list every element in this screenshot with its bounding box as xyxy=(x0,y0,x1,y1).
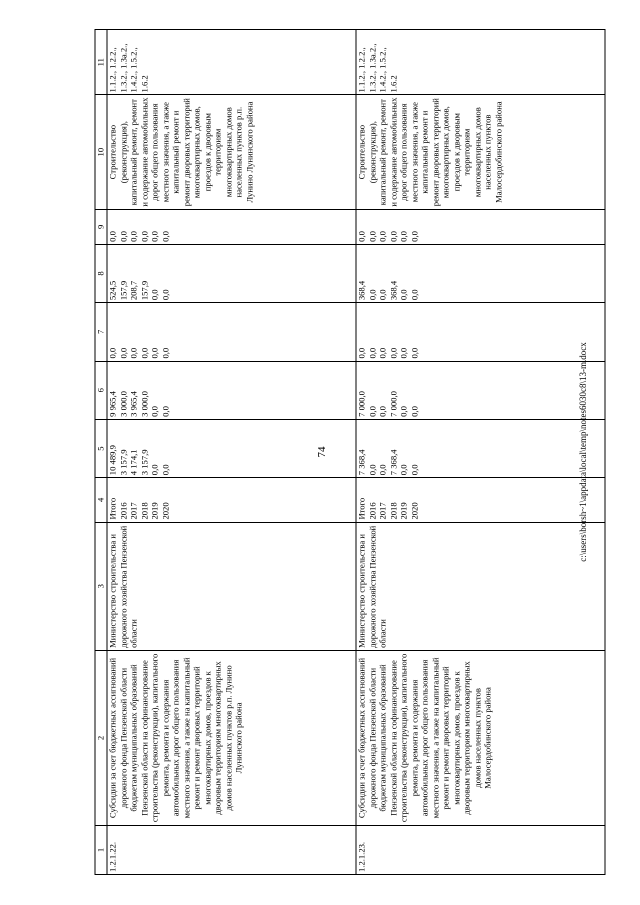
row-years xyxy=(356,478,605,522)
row-id: 1.2.1.23. xyxy=(356,825,605,874)
value-cell: 7 368,4 xyxy=(356,449,367,476)
value-cell: 0,0 xyxy=(149,347,160,359)
value-cell: 0,0 xyxy=(409,231,419,242)
value-cell: 0,0 xyxy=(367,464,377,476)
value-cell: 0,0 xyxy=(377,231,388,242)
year-cell: 2020 xyxy=(160,502,170,520)
row-id: 1.2.1.22. xyxy=(107,825,356,874)
value-cell: 7 368,4 xyxy=(388,449,398,476)
value-cell: 0,0 xyxy=(398,231,409,242)
row-col7 xyxy=(107,303,356,361)
year-cell: 2017 xyxy=(128,502,139,520)
value-cell: 7 000,0 xyxy=(388,391,398,417)
value-cell: 3 965,4 xyxy=(128,391,139,417)
col-header-3: 3 xyxy=(95,522,107,650)
col-header-7: 7 xyxy=(95,303,107,361)
value-cell: 0,0 xyxy=(149,289,160,301)
year-cell: Итого xyxy=(356,497,367,520)
year-cell: 2018 xyxy=(139,502,149,520)
value-cell: 0,0 xyxy=(367,347,377,359)
year-cell: 2018 xyxy=(388,502,398,520)
value-cell: 0,0 xyxy=(409,347,419,359)
value-cell: 0,0 xyxy=(377,289,388,301)
year-cell: 2016 xyxy=(367,502,377,520)
value-cell: 0,0 xyxy=(160,289,170,301)
value-cell: 7 000,0 xyxy=(356,391,367,417)
value-cell: 0,0 xyxy=(409,289,419,301)
row-col8 xyxy=(107,244,356,302)
value-cell: 0,0 xyxy=(149,231,160,242)
page-number: 74 xyxy=(316,446,328,458)
value-cell: 157,9 xyxy=(118,280,128,301)
value-cell: 0,0 xyxy=(128,347,139,359)
row-col8 xyxy=(356,244,605,302)
row-executor: Министерство строительства и дорожного хозяйства Пензенской области xyxy=(356,522,605,650)
value-cell: 0,0 xyxy=(160,231,170,242)
col-header-6: 6 xyxy=(95,361,107,419)
col-header-1: 1 xyxy=(95,825,107,874)
value-cell: 0,0 xyxy=(367,289,377,301)
value-cell: 0,0 xyxy=(388,231,398,242)
value-cell: 3 000,0 xyxy=(139,391,149,417)
row-col6 xyxy=(107,361,356,419)
year-cell: 2017 xyxy=(377,502,388,520)
col-header-2: 2 xyxy=(95,650,107,825)
row-col9 xyxy=(107,209,356,244)
value-cell: 0,0 xyxy=(139,231,149,242)
year-cell: 2019 xyxy=(398,502,409,520)
table-row xyxy=(107,30,356,875)
value-cell: 0,0 xyxy=(149,406,160,417)
col-header-11: 11 xyxy=(95,30,107,95)
row-col5 xyxy=(356,419,605,477)
row-col6 xyxy=(356,361,605,419)
value-cell: 0,0 xyxy=(377,464,388,476)
row-result: Строительство (реконструкция), капитальный ремонт, ремонт и содержание автомобильных дорог общего пользования местного значения, а также капитальный ремонт и ремонт дворовых территорий многоквартирных домов, проездов к дворовым территориям многоквартирных домов населенных пунктов р.п. Лунино Лунинского района xyxy=(107,95,356,209)
row-description: Субсидии за счет бюджетных ассигнований дорожного фонда Пензенской области бюджетам муниципальных образований Пензенской области на софинансирование строительства (реконструкции), капитального ремонта, ремонта и содержания автомобильных дорог общего пользования местного значения, а также на капитальный ремонт и ремонт дворовых территорий многоквартирных домов, проездов к дворовым территориям многоквартирных домов населенных пунктов Малосердобинского района xyxy=(356,650,605,825)
col-header-10: 10 xyxy=(95,95,107,209)
value-cell: 0,0 xyxy=(356,231,367,242)
row-years xyxy=(107,478,356,522)
value-cell: 3 157,9 xyxy=(118,449,128,476)
value-cell: 0,0 xyxy=(398,464,409,476)
value-cell: 157,9 xyxy=(139,280,149,301)
value-cell: 0,0 xyxy=(107,231,118,242)
footer-file-path: c:\users\borsh~1\appdata\local\temp\notes6030c8\13-m.docx xyxy=(578,342,588,562)
value-cell: 208,7 xyxy=(128,280,139,301)
value-cell: 4 174,1 xyxy=(128,449,139,476)
year-cell: 2020 xyxy=(409,502,419,520)
value-cell: 0,0 xyxy=(398,289,409,301)
year-cell: 2019 xyxy=(149,502,160,520)
value-cell: 0,0 xyxy=(367,406,377,417)
value-cell: 0,0 xyxy=(398,347,409,359)
value-cell: 0,0 xyxy=(139,347,149,359)
row-indicators: 1.1.2., 1.2.2., 1.3.2., 1.3а.2., 1.4.2., 1.5.2., 1.6.2 xyxy=(107,30,356,95)
value-cell: 0,0 xyxy=(409,464,419,476)
value-cell: 0,0 xyxy=(118,347,128,359)
value-cell: 0,0 xyxy=(118,231,128,242)
row-col7 xyxy=(356,303,605,361)
value-cell: 0,0 xyxy=(377,347,388,359)
value-cell: 0,0 xyxy=(409,406,419,417)
value-cell: 368,4 xyxy=(356,280,367,301)
row-indicators: 1.1.2., 1.2.2., 1.3.2., 1.3а.2., 1.4.2., 1.5.2., 1.6.2 xyxy=(356,30,605,95)
value-cell: 0,0 xyxy=(128,231,139,242)
value-cell: 524,5 xyxy=(107,280,118,301)
value-cell: 0,0 xyxy=(160,464,170,476)
value-cell: 0,0 xyxy=(160,406,170,417)
value-cell: 3 157,9 xyxy=(139,449,149,476)
col-header-4: 4 xyxy=(95,478,107,522)
value-cell: 0,0 xyxy=(377,406,388,417)
value-cell: 0,0 xyxy=(388,347,398,359)
value-cell: 3 000,0 xyxy=(118,391,128,417)
row-result: Строительство (реконструкция), капитальный ремонт, ремонт и содержание автомобильных дорог общего пользования местного значения, а также капитальный ремонт и ремонт дворовых территорий многоквартирных домов, проездов к дворовым территориям многоквартирных домов населенных пунктов Малосердобинского района xyxy=(356,95,605,209)
row-description: Субсидии за счет бюджетных ассигнований дорожного фонда Пензенской области бюджетам муниципальных образований Пензенской области на софинансирование строительства (реконструкции), капитального ремонта, ремонта и содержания автомобильных дорог общего пользования местного значения, а также на капитальный ремонт и ремонт дворовых территорий многоквартирных домов, проездов к дворовым территориям многоквартирных домов населенных пунктов р.п. Лунино Лунинского района xyxy=(107,650,356,825)
row-col5 xyxy=(107,419,356,477)
value-cell: 0,0 xyxy=(367,231,377,242)
year-cell: Итого xyxy=(107,497,118,520)
program-table xyxy=(95,29,606,875)
value-cell: 0,0 xyxy=(149,464,160,476)
year-cell: 2016 xyxy=(118,502,128,520)
value-cell: 0,0 xyxy=(356,347,367,359)
value-cell: 0,0 xyxy=(160,347,170,359)
value-cell: 0,0 xyxy=(398,406,409,417)
value-cell: 368,4 xyxy=(388,280,398,301)
program-table-rotated xyxy=(95,29,606,875)
col-header-9: 9 xyxy=(95,209,107,244)
table-row xyxy=(356,30,605,875)
row-executor: Министерство строительства и дорожного хозяйства Пензенской области xyxy=(107,522,356,650)
header-row xyxy=(95,30,107,875)
value-cell: 0,0 xyxy=(107,347,118,359)
row-col9 xyxy=(356,209,605,244)
col-header-8: 8 xyxy=(95,244,107,302)
value-cell: 9 965,4 xyxy=(107,391,118,417)
col-header-5: 5 xyxy=(95,419,107,477)
value-cell: 10 489,9 xyxy=(107,445,118,476)
